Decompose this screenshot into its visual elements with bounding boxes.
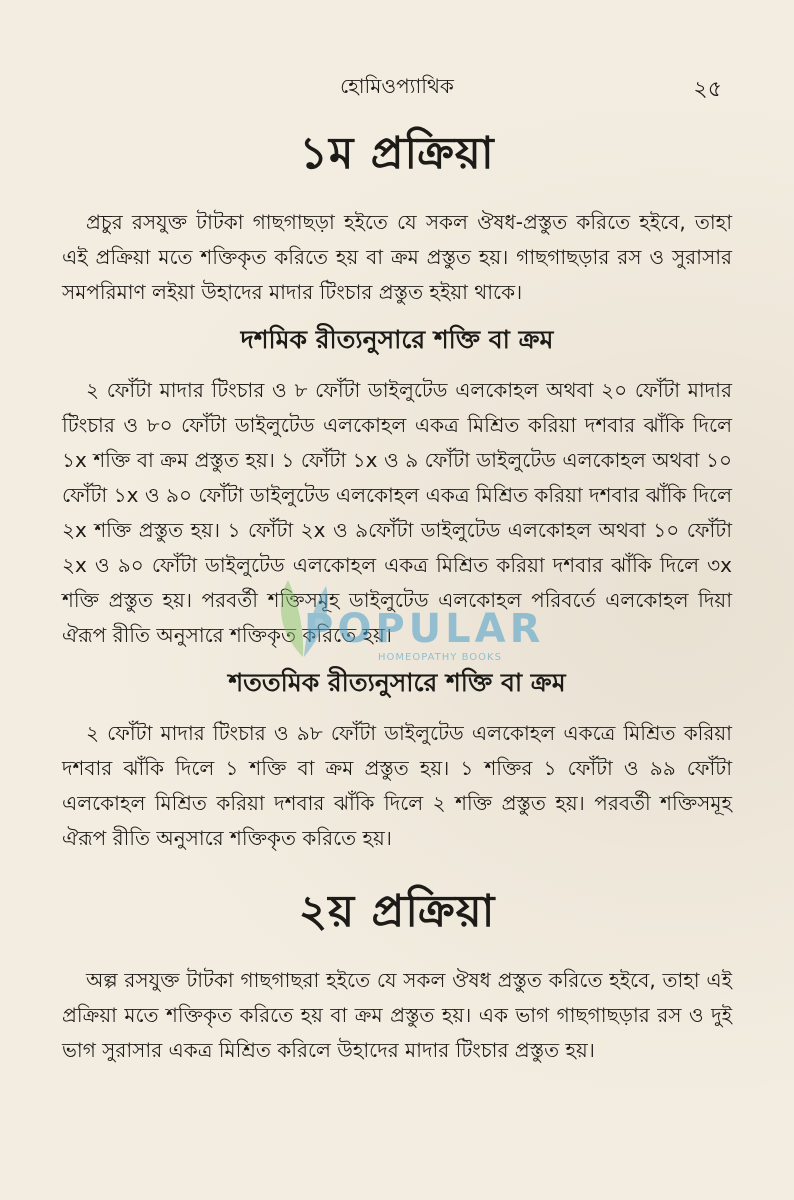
section-2-intro: অল্প রসযুক্ত টাটকা গাছগাছরা হইতে যে সকল ঔষধ প্রস্তুত করিতে হইবে, তাহা এই প্রক্রিয়া মতে শক্তিকৃত করিতে হয় বা ক্রম প্রস্তুত হয়। এক ভাগ গাছগাছড়ার রস ও দুই ভাগ সুরাসার একত্র মিশ্রিত করিলে উহাদের মাদার টিংচার প্রস্তুত হয়। bbox=[62, 968, 732, 1062]
section-1-intro: প্রচুর রসযুক্ত টাটকা গাছগাছড়া হইতে যে সকল ঔষধ-প্রস্তুত করিতে হইবে, তাহা এই প্রক্রিয়া মতে শক্তিকৃত করিতে হয় বা ক্রম প্রস্তুত হয়। গাছগাছড়ার রস ও সুরাসার সমপরিমাণ লইয়া উহাদের মাদার টিংচার প্রস্তুত হইয়া থাকে। bbox=[62, 210, 732, 304]
section-1-title: ১ম প্রক্রিয়া bbox=[299, 128, 495, 179]
running-title: হোমিওপ্যাথিক bbox=[340, 74, 454, 98]
watermark-tagline: HOMEOPATHY BOOKS bbox=[378, 652, 502, 663]
watermark-brand: POPULAR bbox=[304, 606, 545, 652]
running-head bbox=[62, 72, 732, 106]
decimal-heading: দশমিক রীত্যনুসারে শক্তি বা ক্রম bbox=[240, 325, 554, 354]
centesimal-heading: শততমিক রীত্যনুসারে শক্তি বা ক্রম bbox=[228, 668, 566, 697]
section-2-title: ২য় প্রক্রিয়া bbox=[298, 886, 496, 937]
centesimal-text: ২ ফোঁটা মাদার টিংচার ও ৯৮ ফোঁটা ডাইলুটেড এলকোহল একত্রে মিশ্রিত করিয়া দশবার ঝাঁকি দিলে ১ শক্তি বা ক্রম প্রস্তুত হয়। ১ শক্তির ১ ফোঁটা ও ৯৯ ফোঁটা এলকোহল মিশ্রিত করিয়া দশবার ঝাঁকি দিলে ২ শক্তি প্রস্তুত হয়। পরবর্তী শক্তিসমূহ ঐরূপ রীতি অনুসারে শক্তিকৃত করিতে হয়। bbox=[62, 721, 732, 850]
section-gap bbox=[62, 856, 732, 864]
decimal-text: ২ ফোঁটা মাদার টিংচার ও ৮ ফোঁটা ডাইলুটেড এলকোহল অথবা ২০ ফোঁটা মাদার টিংচার ও ৮০ ফোঁটা ডাইলুটেড এলকোহল একত্র মিশ্রিত করিয়া দশবার ঝাঁকি দিলে ১x শক্তি বা ক্রম প্রস্তুত হয়। ১ ফোঁটা ১x ও ৯ ফোঁটা ডাইলুটেড এলকোহল অথবা ১০ ফোঁটা ১x ও ৯০ ফোঁটা ডাইলুটেড এলকোহল একত্র মিশ্রিত করিয়া দশবার ঝাঁকি দিলে ২x শক্তি প্রস্তুত হয়। ১ ফোঁটা ২x ও ৯ফোঁটা ডাইলুটেড এলকোহল অথবা ১০ ফোঁটা ২x ও ৯০ ফোঁটা ডাইলুটেড এলকোহল একত্র মিশ্রিত করিয়া দশবার ঝাঁকি দিলে ৩x শক্তি প্রস্তুত হয়। পরবর্তী শক্তিসমূহ ডাইলুটেড এলকোহল পরিবর্তে এলকোহল দিয়া ঐরূপ রীতি অনুসারে শক্তিকৃত করিতে হয়। bbox=[62, 378, 732, 647]
page-number: ২৫ bbox=[693, 77, 722, 102]
